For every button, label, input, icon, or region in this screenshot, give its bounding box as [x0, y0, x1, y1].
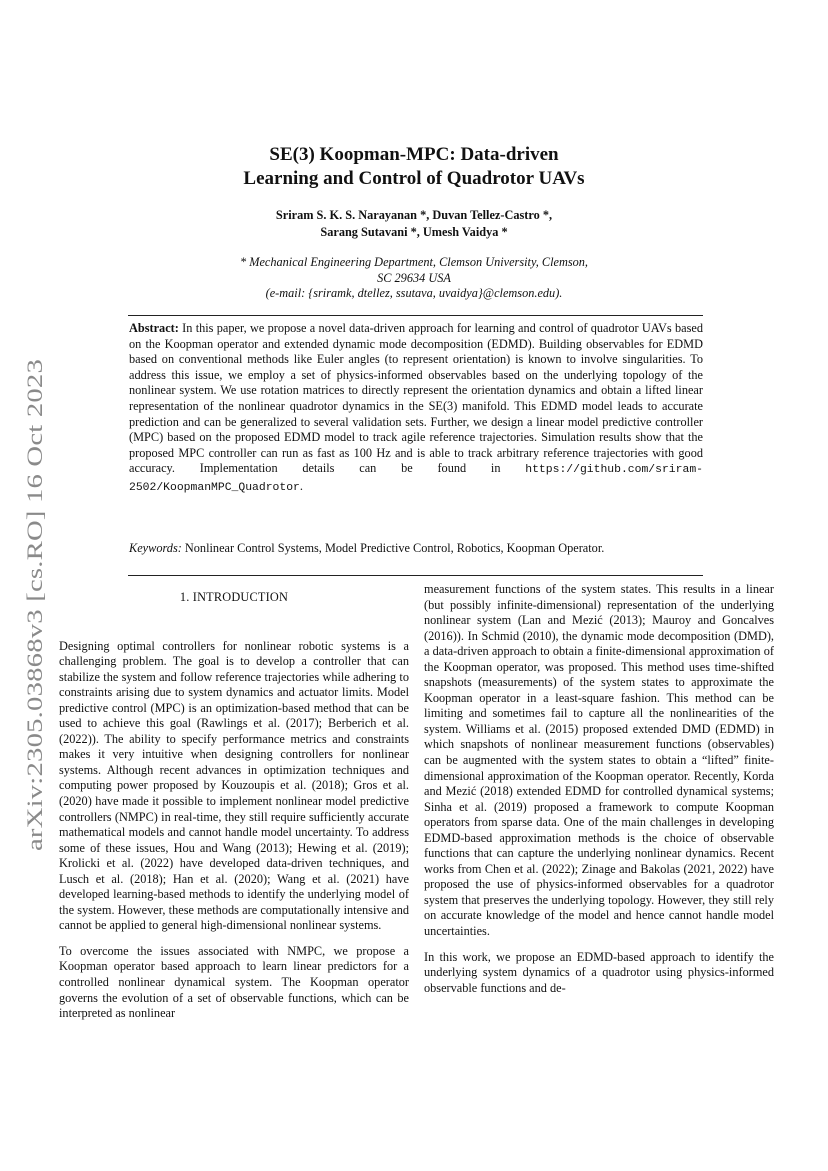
keywords	[129, 541, 703, 557]
intro-paragraph-1: Designing optimal controllers for nonlinear robotic systems is a challenging problem. The goal is to develop a controller that can stabilize the system and follow reference trajectories while adhering to constraints arising due to system dynamics and actuator limits. Model predictive control (MPC) is an optimization-based method that can be used to achieve this goal (Rawlings et al. (2017); Berberich et al. (2022)). The ability to specify performance metrics and constraints makes it very intuitive when designing controllers for nonlinear systems. Although recent advances in optimization techniques and computing power proposed by Kouzoupis et al. (2018); Gros et al. (2020) have made it possible to implement nonlinear model predictive controllers (NMPC) in real-time, they still require sufficiently accurate mathematical models and cannot handle model uncertainty. To address some of these issues, Hou and Wang (2013); Hewing et al. (2019); Krolicki et al. (2022) have developed data-driven techniques, and Lusch et al. (2018); Han et al. (2020); Wang et al. (2021) have developed learning-based methods to identify the underlying model of the system. However, these methods are computationally intensive and cannot be applied to general high-dimensional nonlinear systems.	[59, 638, 409, 933]
intro-paragraph-4: In this work, we propose an EDMD-based approach to identify the underlying system dynamics of a quadrotor using physics-informed observable functions and de-	[424, 949, 774, 995]
abstract-text: In this paper, we propose a novel data-driven approach for learning and control of quadrotor UAVs based on the Koopman operator and extended dynamic mode decomposition (EDMD). Building observables for EDMD based on conventional methods like Euler angles (to represent orientation) is known to involve singularities. To address this issue, we employ a set of physics-informed observables based on the underlying topology of the nonlinear system. We use rotation matrices to directly represent the orientation dynamics and obtain a lifted linear representation of the nonlinear quadrotor dynamics in the SE(3) manifold. This EDMD model leads to accurate prediction and can be generalized to several validation sets. Further, we design a linear model predictive controller (MPC) based on the proposed EDMD model to track agile reference trajectories. Simulation results show that the proposed MPC controller can run as fast as 100 Hz and is able to track arbitrary reference trajectories with good accuracy. Implementation details can be found in	[129, 321, 703, 476]
authors-line-1: Sriram S. K. S. Narayanan *, Duvan Tellez-Castro *,	[275, 208, 553, 222]
arxiv-identifier-text: arXiv:2305.03868v3 [cs.RO] 16 Oct 2023	[23, 477, 47, 851]
title-line-1: SE(3) Koopman-MPC: Data-driven	[269, 144, 559, 165]
abstract	[129, 321, 703, 497]
arxiv-identifier-sidebar	[14, 355, 54, 855]
authors-line-2: Sarang Sutavani *, Umesh Vaidya *	[320, 225, 508, 239]
section-heading-introduction: 1. INTRODUCTION	[179, 590, 289, 604]
abstract-end: .	[299, 478, 303, 493]
keywords-label: Keywords:	[129, 541, 182, 555]
intro-paragraph-3: measurement functions of the system states. This results in a linear (but possibly infinite-dimensional) representation of the underlying nonlinear system (Lan and Mezić (2013); Mauroy and Goncalves (2016)). In Schmid (2010), the dynamic mode decomposition (DMD), a data-driven approach to obtain a finite-dimensional approximation of the Koopman operator, was proposed. This method uses time-shifted snapshots (measurements) of the system states to approximate the Koopman operator in a least-square fashion. This method can be limiting and sometimes fail to capture all the nonlinearities of the system. Williams et al. (2015) proposed extended DMD (EDMD) in which snapshots of nonlinear measurement functions (observables) can be augmented with the system states to obtain a “lifted” finite-dimensional approximation of the Koopman operator. Recently, Korda and Mezić (2018) extended EDMD for controlled dynamical systems; Sinha et al. (2019) proposed a framework to compute Koopman operators from sparse data. One of the main challenges in developing EDMD-based approximation methods is the choice of observable functions that can capture the underlying nonlinear dynamics. Recent works from Chen et al. (2022); Zinage and Bakolas (2021, 2022) have proposed the use of physics-informed observables for a quadrotor system that preserves the underlying topology. However, they still rely on accurate knowledge of the model and hence cannot handle model uncertainties.	[424, 582, 774, 939]
author-list	[150, 207, 678, 241]
keywords-text: Nonlinear Control Systems, Model Predictive Control, Robotics, Koopman Operator.	[184, 541, 605, 555]
abstract-top-rule	[128, 315, 703, 316]
affiliation	[150, 255, 678, 302]
affiliation-line-3: (e-mail: {sriramk, dtellez, ssutava, uvaidya}@clemson.edu).	[265, 286, 563, 300]
repository-link[interactable]: https://github.com/sriram-2502/KoopmanMPC_Quadrotor	[129, 464, 703, 494]
affiliation-line-2: SC 29634 USA	[377, 270, 451, 285]
affiliation-line-1: * Mechanical Engineering Department, Clemson University, Clemson,	[239, 255, 588, 269]
arxiv-identifier-svg	[14, 355, 54, 855]
abstract-bottom-rule	[128, 575, 703, 576]
abstract-label: Abstract:	[129, 321, 179, 335]
intro-paragraph-2: To overcome the issues associated with NMPC, we propose a Koopman operator based approach to learn linear predictors for a controlled nonlinear dynamical system. The Koopman operator governs the evolution of a set of observable functions, which can be interpreted as nonlinear	[59, 943, 409, 1021]
left-column	[59, 590, 409, 1022]
right-column	[424, 582, 774, 996]
title-line-2: Learning and Control of Quadrotor UAVs	[243, 168, 585, 189]
paper-title	[150, 143, 678, 191]
